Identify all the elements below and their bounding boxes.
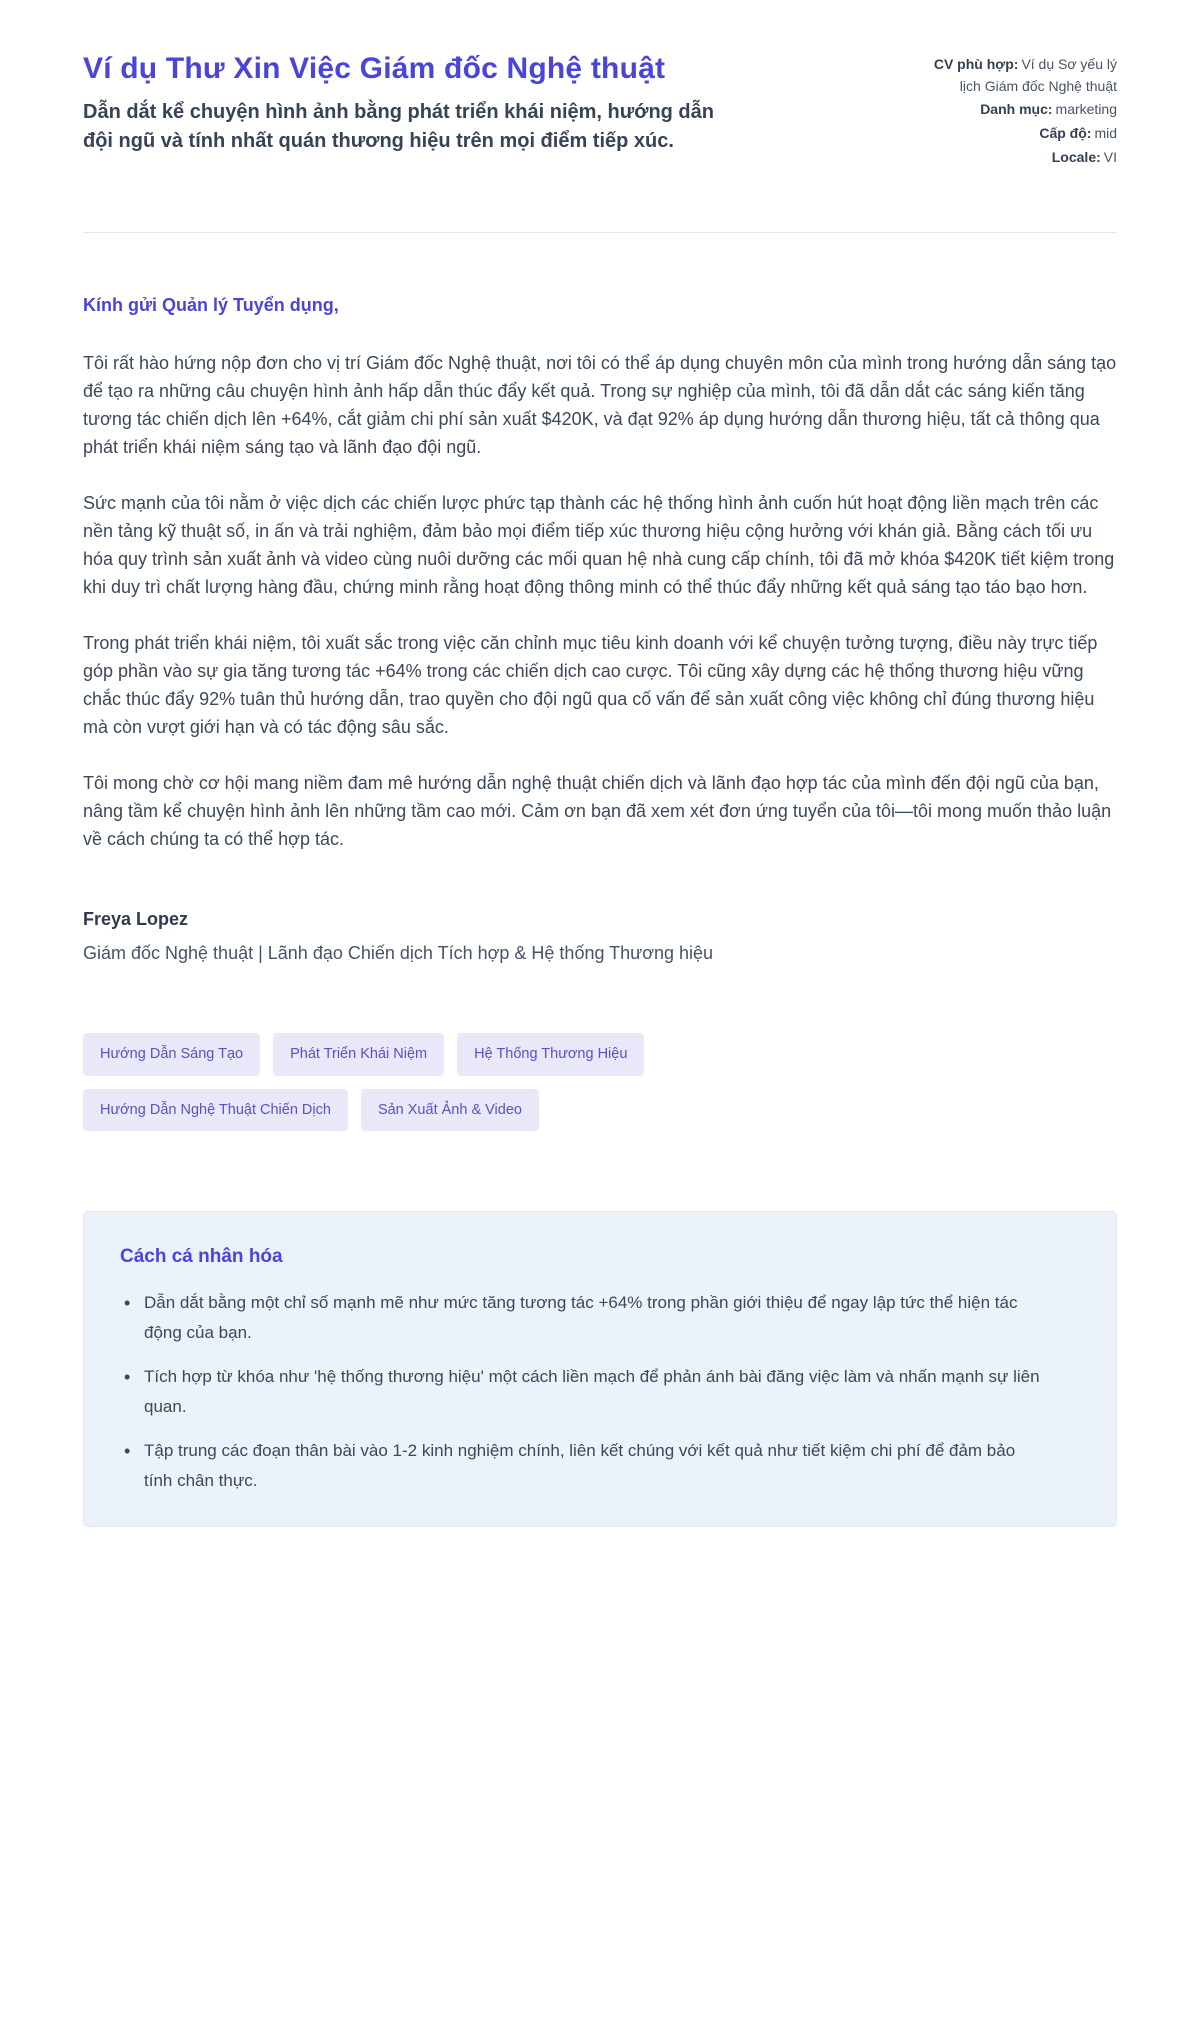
- meta-label-locale: Locale:: [1051, 148, 1101, 165]
- meta-panel: [932, 50, 1117, 170]
- meta-row-matching-resume: [932, 54, 1117, 97]
- meta-value-level: mid: [1094, 125, 1117, 142]
- skill-tag-creative-direction: Hướng Dẫn Sáng Tạo: [83, 1033, 260, 1076]
- signature-role: Giám đốc Nghệ thuật | Lãnh đạo Chiến dịch Tích hợp & Hệ thống Thương hiệu: [83, 943, 714, 964]
- cover-letter-body: [83, 291, 1117, 967]
- skill-tag-campaign-art-direction: Hướng Dẫn Nghệ Thuật Chiến Dịch: [83, 1089, 348, 1132]
- skill-tag-brand-systems: Hệ Thống Thương Hiệu: [457, 1033, 644, 1076]
- page-subtitle: Dẫn dắt kể chuyện hình ảnh bằng phát triển khái niệm, hướng dẫn đội ngũ và tính nhất quán thương hiệu trên mọi điểm tiếp xúc.: [83, 101, 714, 152]
- meta-row-level: [932, 123, 1117, 145]
- letter-paragraph-4: Tôi mong chờ cơ hội mang niềm đam mê hướng dẫn nghệ thuật chiến dịch và lãnh đạo hợp tác của mình đến đội ngũ của bạn, nâng tầm kể chuyện hình ảnh lên những tầm cao mới. Cảm ơn bạn đã xem xét đơn ứng tuyển của tôi—tôi mong muốn thảo luận về cách chúng ta có thể hợp tác.: [83, 773, 1112, 850]
- tip-item-1: • Dẫn dắt bằng một chỉ số mạnh mẽ như mức tăng tương tác +64% trong phần giới thiệu để ngay lập tức thể hiện tác động của bạn.: [120, 1288, 1040, 1348]
- skill-tag-photo-video-production: Sản Xuất Ảnh & Video: [361, 1089, 539, 1132]
- meta-row-category: [932, 99, 1117, 121]
- signature-name: Freya Lopez: [83, 909, 189, 930]
- letter-greeting: Kính gửi Quản lý Tuyển dụng,: [83, 295, 339, 316]
- header-title-block: [83, 50, 733, 155]
- meta-label-level: Cấp độ:: [1039, 125, 1092, 142]
- meta-value-matching-resume: Ví dụ Sơ yếu lý lịch Giám đốc Nghệ thuật: [959, 56, 1117, 94]
- tips-heading: Cách cá nhân hóa: [120, 1246, 283, 1268]
- letter-paragraph-3: Trong phát triển khái niệm, tôi xuất sắc trong việc căn chỉnh mục tiêu kinh doanh với kể chuyện tưởng tượng, điều này trực tiếp góp phần vào sự gia tăng tương tác +64% trong các chiến dịch cao cược. Tôi cũng xây dựng các hệ thống thương hiệu vững chắc thúc đẩy 92% tuân thủ hướng dẫn, trao quyền cho đội ngũ qua cố vấn để sản xuất công việc không chỉ đúng thương hiệu mà còn vượt giới hạn và có tác động sâu sắc.: [83, 633, 1098, 738]
- page-header: [83, 50, 1117, 170]
- meta-label-matching-resume: CV phù hợp:: [933, 56, 1019, 72]
- meta-value-category: marketing: [1055, 101, 1117, 118]
- tip-item-2: • Tích hợp từ khóa như 'hệ thống thương hiệu' một cách liền mạch để phản ánh bài đăng việc làm và nhấn mạnh sự liên quan.: [120, 1362, 1040, 1422]
- divider: [83, 232, 1117, 233]
- letter-paragraph-2: Sức mạnh của tôi nằm ở việc dịch các chiến lược phức tạp thành các hệ thống hình ảnh cuốn hút hoạt động liền mạch trên các nền tảng kỹ thuật số, in ấn và trải nghiệm, đảm bảo mọi điểm tiếp xúc thương hiệu cộng hưởng với khán giả. Bằng cách tối ưu hóa quy trình sản xuất ảnh và video cùng nuôi dưỡng các mối quan hệ nhà cung cấp chính, tôi đã mở khóa $420K tiết kiệm trong khi duy trì chất lượng hàng đầu, chứng minh rằng hoạt động thông minh có thể thúc đẩy những kết quả sáng tạo táo bạo hơn.: [83, 493, 1115, 598]
- skill-tag-concept-development: Phát Triển Khái Niệm: [273, 1033, 444, 1076]
- skill-tag-list: [83, 1033, 803, 1131]
- personalization-tips-box: [83, 1211, 1117, 1527]
- letter-paragraph-1: Tôi rất hào hứng nộp đơn cho vị trí Giám đốc Nghệ thuật, nơi tôi có thể áp dụng chuyên môn của mình trong hướng dẫn sáng tạo để tạo ra những câu chuyện hình ảnh hấp dẫn thúc đẩy kết quả. Trong sự nghiệp của mình, tôi đã dẫn dắt các sáng kiến tăng tương tác chiến dịch lên +64%, cắt giảm chi phí sản xuất $420K, và đạt 92% áp dụng hướng dẫn thương hiệu, tất cả thông qua phát triển khái niệm sáng tạo và lãnh đạo đội ngũ.: [83, 353, 1117, 458]
- tips-list: [120, 1288, 1080, 1496]
- tip-item-3: • Tập trung các đoạn thân bài vào 1-2 kinh nghiệm chính, liên kết chúng với kết quả như tiết kiệm chi phí để đảm bảo tính chân thực.: [120, 1436, 1040, 1496]
- meta-label-category: Danh mục:: [980, 101, 1053, 118]
- meta-row-locale: [932, 147, 1117, 169]
- page-title: Ví dụ Thư Xin Việc Giám đốc Nghệ thuật: [83, 52, 666, 85]
- meta-value-locale: VI: [1103, 148, 1117, 165]
